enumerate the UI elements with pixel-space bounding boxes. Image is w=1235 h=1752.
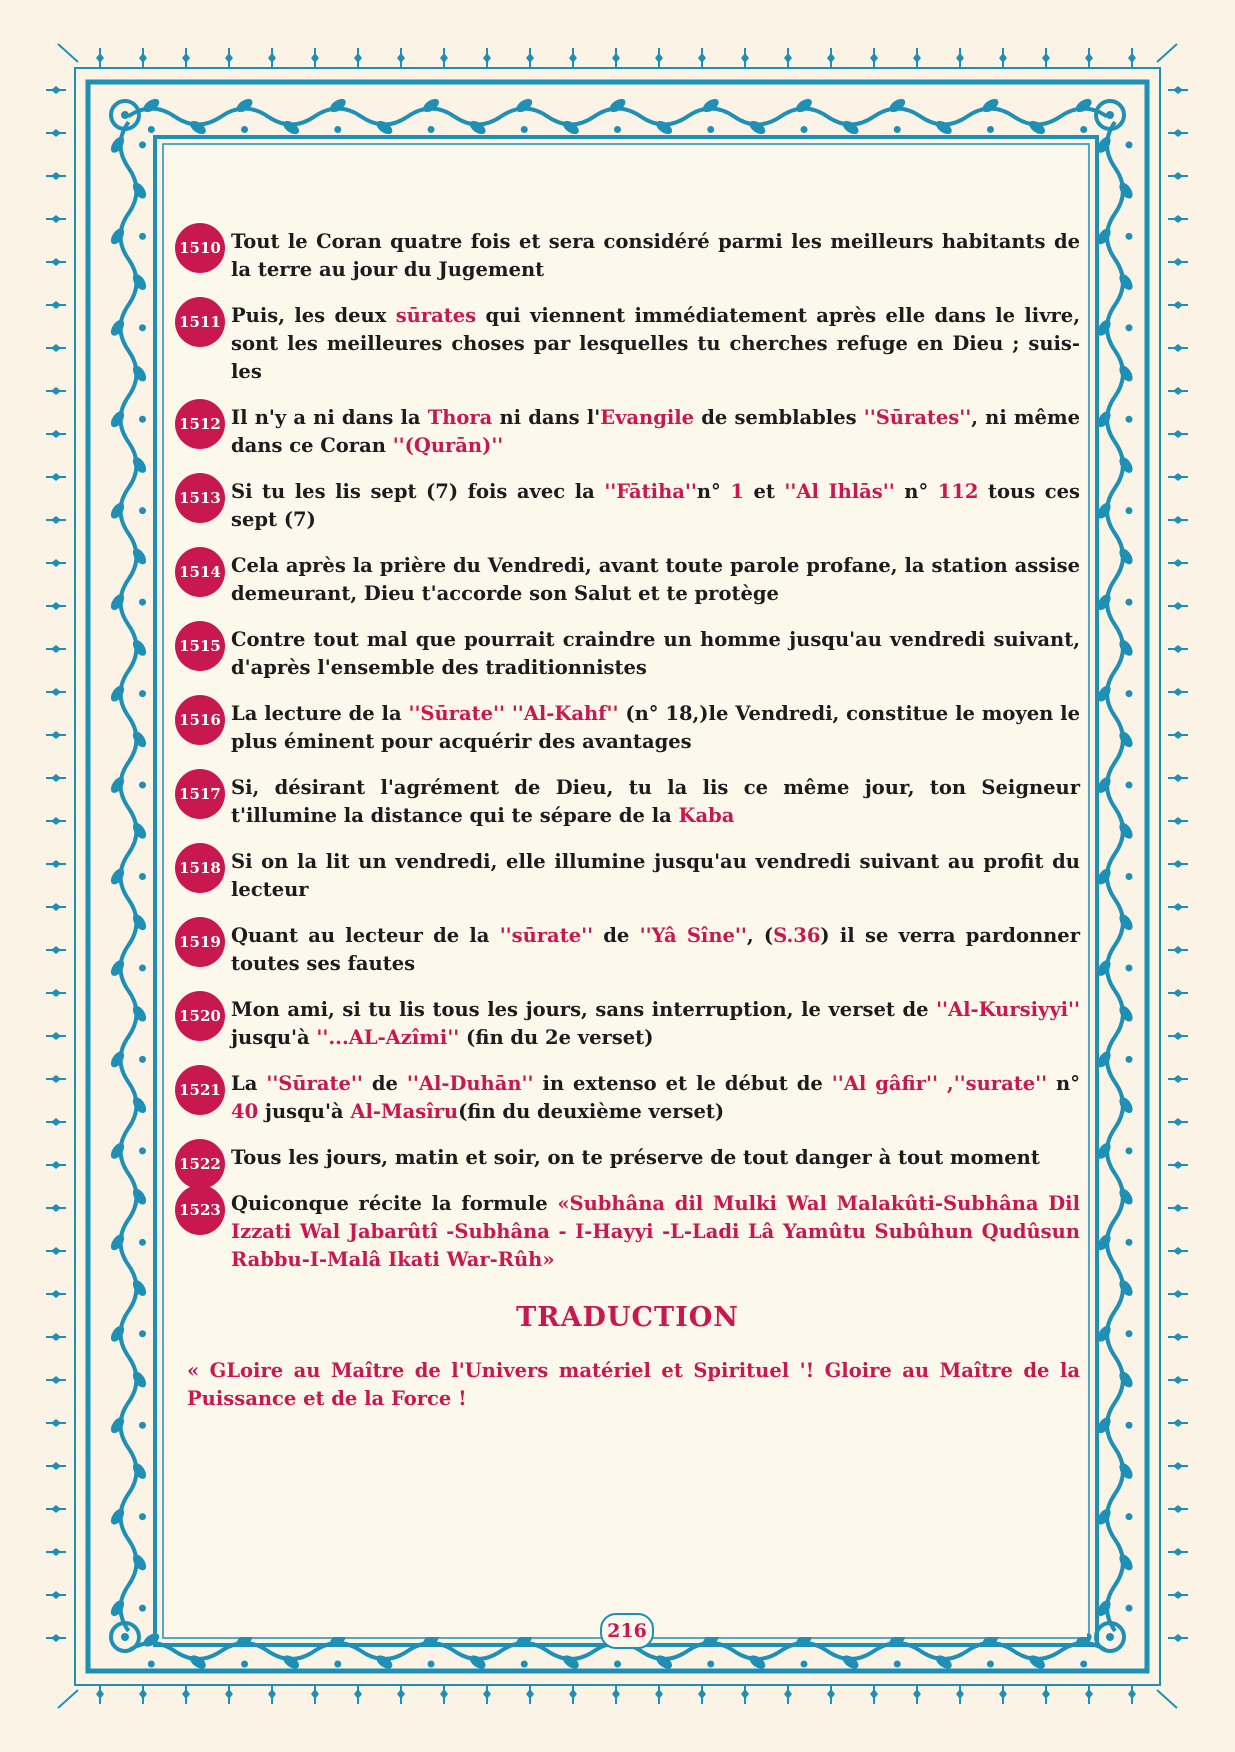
verse-text-segment [505, 702, 512, 725]
verse-number-badge: 1510 [175, 223, 225, 273]
verse-text-segment: de [593, 924, 640, 947]
highlighted-term: ''Al Ihlās'' [784, 480, 895, 503]
verse-text [231, 552, 1080, 608]
verse-list [175, 228, 1080, 1274]
verse-number-badge: 1516 [175, 695, 225, 745]
highlighted-term: Evangile [600, 406, 695, 429]
verse-text-segment: La lecture de la [231, 702, 409, 725]
verse-number-badge: 1513 [175, 473, 225, 523]
verse-text-segment: , ( [746, 924, 774, 947]
highlighted-term: ''Sūrate'' [266, 1072, 363, 1095]
verse-text-segment: Contre tout mal que pourrait craindre un homme jusqu'au vendredi suivant, d'après l'ensemble des traditionnistes [231, 628, 1080, 679]
verse-item [175, 552, 1080, 608]
verse-number-badge: 1512 [175, 399, 225, 449]
verse-text [231, 1070, 1080, 1126]
translation-title: TRADUCTION [516, 1302, 739, 1333]
verse-item [175, 700, 1080, 756]
verse-text-segment: Quiconque récite la formule [231, 1192, 558, 1215]
verse-item [175, 774, 1080, 830]
verse-text-segment: jusqu'à [258, 1100, 351, 1123]
page-number: 216 [600, 1613, 654, 1649]
verse-text-segment: Si on la lit un vendredi, elle illumine jusqu'au vendredi suivant au profit du lecteur [231, 850, 1080, 901]
verse-text-segment: ni dans l' [492, 406, 601, 429]
verse-text [231, 626, 1080, 682]
verse-text-segment: de semblables [694, 406, 864, 429]
verse-text [231, 478, 1080, 534]
verse-text-segment: Puis, les deux [231, 304, 396, 327]
highlighted-term: Thora [427, 406, 493, 429]
verse-item [175, 1144, 1080, 1172]
verse-item [175, 626, 1080, 682]
verse-item [175, 922, 1080, 978]
highlighted-term: ''Al gâfir'' ,''surate'' [831, 1072, 1048, 1095]
verse-text [231, 228, 1080, 284]
verse-text-segment: Si tu les lis sept (7) fois avec la [231, 480, 605, 503]
translation-text: « GLoire au Maître de l'Univers matériel et Spirituel '! Gloire au Maître de la Puissance et de la Force ! [187, 1359, 1080, 1410]
verse-text-segment: La [231, 1072, 267, 1095]
verse-text-segment: de [362, 1072, 407, 1095]
highlighted-term: ''...AL-Azîmi'' [316, 1026, 460, 1049]
highlighted-term: ''Sūrate'' [408, 702, 505, 725]
verse-number-badge: 1523 [175, 1185, 225, 1235]
verse-text-segment: Quant au lecteur de la [231, 924, 500, 947]
verse-text-segment: Si, désirant l'agrément de Dieu, tu la lis ce même jour, ton Seigneur t'illumine la distance qui te sépare de la [231, 776, 1080, 827]
verse-text [231, 302, 1080, 386]
verse-item [175, 1070, 1080, 1126]
highlighted-term: sūrates [395, 304, 477, 327]
verse-number-badge: 1518 [175, 843, 225, 893]
highlighted-term: 112 [937, 480, 979, 503]
verse-item [175, 848, 1080, 904]
verse-item [175, 996, 1080, 1052]
highlighted-term: 40 [231, 1100, 259, 1123]
verse-number-badge: 1521 [175, 1065, 225, 1115]
verse-number-badge: 1519 [175, 917, 225, 967]
verse-text-segment: Tous les jours, matin et soir, on te préserve de tout danger à tout moment [231, 1146, 1040, 1169]
verse-text-segment: Cela après la prière du Vendredi, avant toute parole profane, la station assise demeurant, Dieu t'accorde son Salut et te protège [231, 554, 1080, 605]
verse-text-segment: , ni même dans ce Coran [231, 406, 1080, 457]
highlighted-term: ''(Qurān)'' [392, 434, 504, 457]
verse-item [175, 302, 1080, 386]
verse-text-segment: (fin du 2e verset) [459, 1026, 654, 1049]
highlighted-term: 1 [730, 480, 744, 503]
verse-text [231, 1144, 1080, 1172]
highlighted-term: ''sūrate'' [499, 924, 594, 947]
verse-text-segment: (fin du deuxième verset) [458, 1100, 725, 1123]
verse-text-segment: n° [1047, 1072, 1080, 1095]
verse-text-segment: qui viennent immédiatement après elle dans le livre, sont les meilleures choses par lesquelles tu cherches refuge en Dieu ; suis- les [231, 304, 1080, 383]
verse-text [231, 1190, 1080, 1274]
highlighted-term: S.36 [773, 924, 821, 947]
page-content [175, 228, 1080, 1413]
verse-number-badge: 1522 [175, 1139, 225, 1189]
verse-number-badge: 1517 [175, 769, 225, 819]
verse-text [231, 922, 1080, 978]
verse-text-segment: et [743, 480, 785, 503]
verse-item [175, 478, 1080, 534]
verse-text [231, 404, 1080, 460]
verse-text-segment: jusqu'à [231, 1026, 317, 1049]
verse-item [175, 1190, 1080, 1274]
verse-text-segment: n° [696, 480, 731, 503]
verse-text [231, 774, 1080, 830]
highlighted-term: ''Al-Kahf'' [511, 702, 619, 725]
highlighted-term: ''Al-Duhān'' [406, 1072, 534, 1095]
verse-text-segment: Mon ami, si tu lis tous les jours, sans interruption, le verset de [231, 998, 937, 1021]
verse-number-badge: 1514 [175, 547, 225, 597]
highlighted-term: ''Fātiha'' [604, 480, 697, 503]
verse-text-segment: Il n'y a ni dans la [231, 406, 428, 429]
verse-text [231, 996, 1080, 1052]
verse-number-badge: 1515 [175, 621, 225, 671]
verse-text-segment: (n° 18,)le Vendredi, constitue le moyen le plus éminent pour acquérir des avantages [231, 702, 1080, 753]
highlighted-term: ''Sūrates'' [863, 406, 972, 429]
verse-text [231, 848, 1080, 904]
highlighted-term: «Subhâna dil Mulki Wal Malakûti-Subhâna Dil Izzati Wal Jabarûtî -Subhâna - I-Hayyi -L-Ladi Lâ Yamûtu Subûhun Qudûsun Rabbu-I-Malâ Ikati War-Rûh» [231, 1192, 1080, 1271]
verse-text-segment: in extenso et le début de [533, 1072, 832, 1095]
verse-text-segment: ) il se verra pardonner toutes ses fautes [231, 924, 1080, 975]
verse-text-segment: n° [894, 480, 938, 503]
highlighted-term: Al-Masîru [350, 1100, 459, 1123]
verse-number-badge: 1520 [175, 991, 225, 1041]
verse-number-badge: 1511 [175, 297, 225, 347]
highlighted-term: ''Yâ Sîne'' [639, 924, 747, 947]
verse-item [175, 404, 1080, 460]
verse-text-segment: tous ces sept (7) [231, 480, 1080, 531]
highlighted-term: ''Al-Kursiyyi'' [936, 998, 1080, 1021]
highlighted-term: Kaba [678, 804, 735, 827]
verse-text [231, 700, 1080, 756]
verse-item [175, 228, 1080, 284]
verse-text-segment: Tout le Coran quatre fois et sera considéré parmi les meilleurs habitants de la terre au jour du Jugement [231, 230, 1080, 281]
